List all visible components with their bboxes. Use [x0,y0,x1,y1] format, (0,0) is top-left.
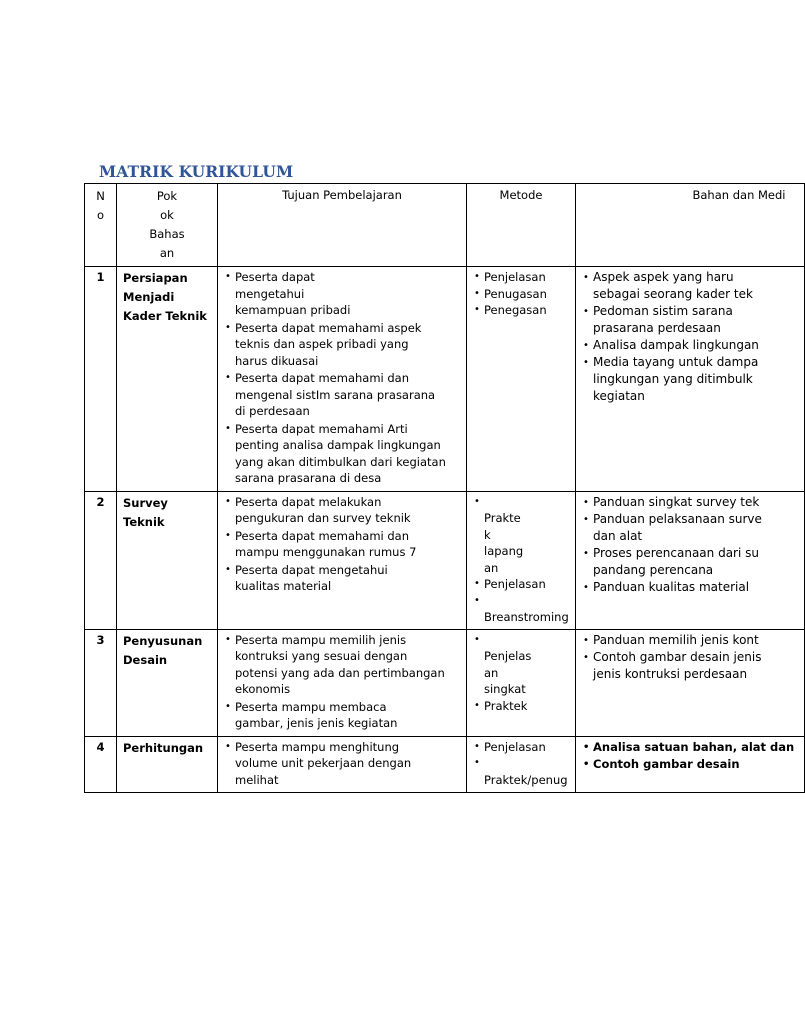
pokok-bahasan-cell [117,267,218,492]
tujuan-item: • Peserta dapat memahami aspek teknis dan aspek pribadi yang harus dikuasai [224,320,460,370]
bahan-media-cell [576,491,805,629]
metode-item: • Penjelas an singkat [473,632,569,698]
pokok-bahasan-text: Persiapan Menjadi Kader Teknik [123,271,207,323]
metode-item: • Penjelasan [473,739,569,756]
tujuan-item: • Peserta dapat memahami dan mampu menggunakan rumus 7 [224,528,460,561]
metode-cell [467,736,576,793]
bahan-item: • Pedoman sistim sarana prasarana perdesaan [582,303,798,337]
bahan-item: • Analisa dampak lingkungan [582,337,798,354]
bahan-item: • Aspek aspek yang haru sebagai seorang kader tek [582,269,798,303]
bahan-list [582,632,798,683]
tujuan-list [224,632,460,732]
row-number-cell [85,491,117,629]
tujuan-list [224,269,460,487]
pokok-bahasan-text: Penyusunan Desain [123,633,203,667]
metode-item: • Prakte k lapang an [473,494,569,577]
metode-cell [467,629,576,736]
header-bahan-media [576,184,805,267]
table-row [85,267,805,492]
document-title: MATRIK KURIKULUM [99,162,294,181]
bahan-item: • Contoh gambar desain [582,756,798,773]
bahan-item: • Panduan pelaksanaan surve dan alat [582,511,798,545]
tujuan-item: • Peserta mampu menghitung volume unit pekerjaan dengan melihat [224,739,460,789]
bahan-item: • Proses perencanaan dari su pandang perencana [582,545,798,579]
header-pokok-bahasan [117,184,218,267]
header-no [85,184,117,267]
row-number: 1 [96,270,105,284]
header-tujuan-text: Tujuan Pembelajaran [282,188,402,202]
tujuan-item: • Peserta dapat memahami dan mengenal sistIm sarana prasarana di perdesaan [224,370,460,420]
table-row [85,736,805,793]
bahan-item: • Panduan singkat survey tek [582,494,798,511]
tujuan-item: • Peserta mampu membaca gambar, jenis jenis kegiatan [224,699,460,732]
header-no-text: N o [96,189,105,222]
row-number-cell [85,267,117,492]
metode-item: • Penugasan [473,286,569,303]
tujuan-item: • Peserta mampu memilih jenis kontruksi yang sesuai dengan potensi yang ada dan pertimbangan ekonomis [224,632,460,698]
metode-cell [467,491,576,629]
metode-item: • Penjelasan [473,576,569,593]
pokok-bahasan-cell [117,736,218,793]
tujuan-cell [218,491,467,629]
pokok-bahasan-cell [117,629,218,736]
row-number: 2 [96,494,105,509]
tujuan-item: • Peserta dapat melakukan pengukuran dan survey teknik [224,494,460,527]
table-row [85,629,805,736]
header-metode-text: Metode [499,188,543,202]
tujuan-list [224,494,460,595]
pokok-bahasan-text: Perhitungan [123,740,204,755]
bahan-item: • Panduan kualitas material [582,579,798,596]
pokok-bahasan-cell [117,491,218,629]
tujuan-item: • Peserta dapat mengetahui kemampuan pribadi [224,269,460,319]
row-number-cell [85,736,117,793]
bahan-media-cell [576,629,805,736]
metode-item: • Praktek [473,698,569,715]
metode-list [473,739,569,789]
row-number-cell [85,629,117,736]
metode-item: • Penjelasan [473,269,569,286]
bahan-media-cell [576,267,805,492]
metode-item: • Praktek/penug [473,755,569,788]
curriculum-matrix-table [84,183,805,793]
bahan-media-cell [576,736,805,793]
bahan-item: • Contoh gambar desain jenis jenis kontruksi perdesaan [582,649,798,683]
tujuan-cell [218,736,467,793]
bahan-list [582,739,798,773]
tujuan-cell [218,629,467,736]
tujuan-item: • Peserta dapat mengetahui kualitas material [224,562,460,595]
pokok-bahasan-text: Survey Teknik [123,495,168,529]
table-header-row [85,184,805,267]
table-row [85,491,805,629]
metode-item: • Penegasan [473,302,569,319]
metode-item: • Breanstroming [473,593,569,626]
bahan-item: • Panduan memilih jenis kont [582,632,798,649]
header-bahan-text: Bahan dan Medi [692,188,786,202]
header-tujuan [218,184,467,267]
metode-cell [467,267,576,492]
bahan-list [582,269,798,405]
header-pokok-text: Pok ok Bahas an [149,189,185,260]
header-metode [467,184,576,267]
tujuan-item: • Peserta dapat memahami Arti penting analisa dampak lingkungan yang akan ditimbulkan dari kegiatan sarana prasarana di desa [224,421,460,487]
tujuan-list [224,739,460,789]
metode-list [473,494,569,626]
metode-list [473,632,569,715]
row-number: 4 [96,739,105,754]
row-number: 3 [96,632,105,647]
metode-list [473,269,569,319]
bahan-item: • Analisa satuan bahan, alat dan [582,739,798,756]
bahan-item: • Media tayang untuk dampa lingkungan yang ditimbulk kegiatan [582,354,798,405]
tujuan-cell [218,267,467,492]
bahan-list [582,494,798,596]
